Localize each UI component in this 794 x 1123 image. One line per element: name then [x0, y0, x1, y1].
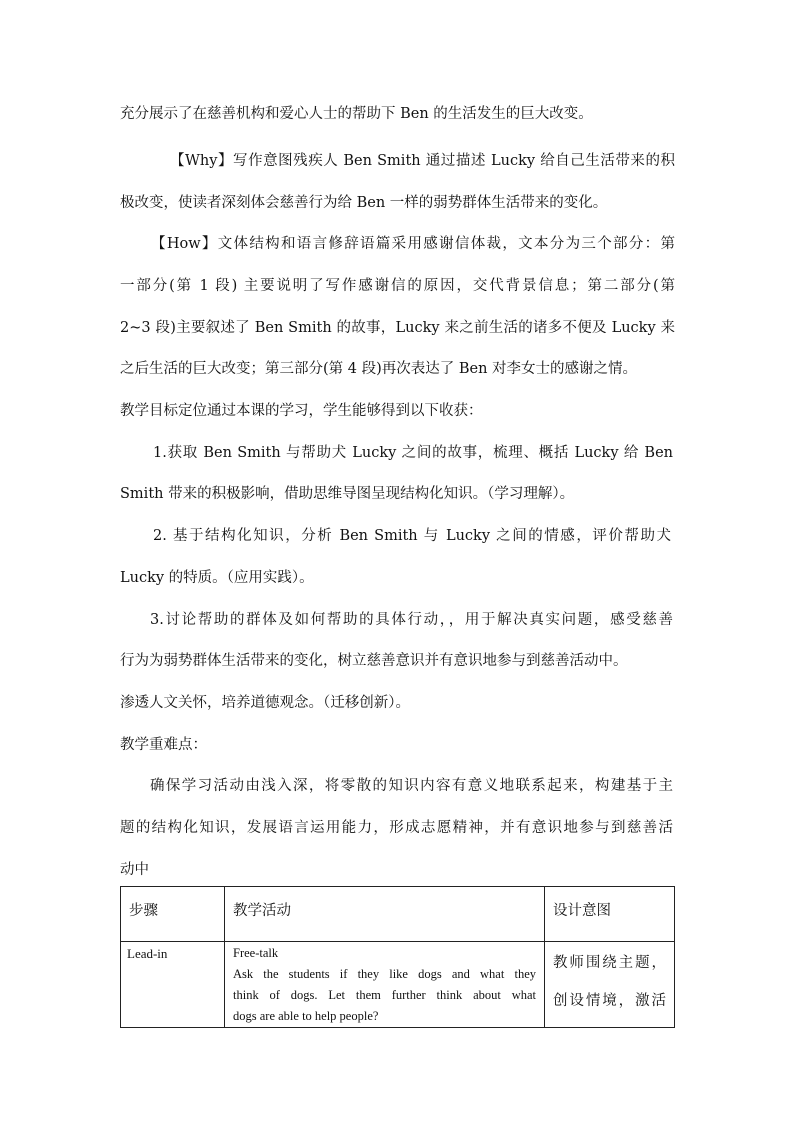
table-header-row [121, 887, 675, 942]
paragraph-line: 3.讨论帮助的群体及如何帮助的具体行动，，用于解决真实问题，感受慈善 [150, 612, 673, 628]
activity-cell [225, 942, 545, 1028]
column-header-step: 步骤 [121, 887, 225, 942]
intent-cell [545, 942, 675, 1028]
paragraph-line: 行为为弱势群体生活带来的变化，树立慈善意识并有意识地参与到慈善活动中。 [120, 653, 628, 669]
paragraph-line: 动中 [120, 862, 149, 878]
paragraph-line: 【How】文体结构和语言修辞语篇采用感谢信体裁，文本分为三个部分：第 [151, 236, 675, 252]
table-row [121, 942, 675, 1028]
paragraph-line: 充分展示了在慈善机构和爱心人士的帮助下 Ben 的生活发生的巨大改变。 [120, 106, 593, 122]
section-heading: 教学重难点： [120, 737, 207, 753]
paragraph-line: 2. 基于结构化知识，分析 Ben Smith 与 Lucky 之间的情感，评价帮助犬 [153, 528, 671, 544]
column-header-activity: 教学活动 [225, 887, 545, 942]
paragraph-line: 确保学习活动由浅入深，将零散的知识内容有意义地联系起来，构建基于主 [150, 778, 673, 794]
intent-line: 创设情境，激活 [553, 993, 666, 1009]
column-header-intent: 设计意图 [545, 887, 675, 942]
activity-line: dogs are able to help people? [233, 1009, 379, 1023]
section-heading: 教学目标定位通过本课的学习，学生能够得到以下收获： [120, 403, 483, 419]
paragraph-line: 一部分(第 1 段) 主要说明了写作感谢信的原因，交代背景信息；第二部分(第 [120, 278, 675, 294]
paragraph-line: 极改变，使读者深刻体会慈善行为给 Ben 一样的弱势群体生活带来的变化。 [120, 195, 608, 211]
paragraph-line: Smith 带来的积极影响，借助思维导图呈现结构化知识。（学习理解）。 [120, 486, 575, 502]
paragraph-line: Lucky 的特质。（应用实践）。 [120, 570, 314, 586]
activity-line: think of dogs. Let them further think about what [233, 988, 536, 1002]
paragraph-line: 【Why】写作意图残疾人 Ben Smith 通过描述 Lucky 给自己生活带来的积 [170, 153, 675, 169]
intent-line: 教师围绕主题， [553, 955, 666, 971]
paragraph-line: 之后生活的巨大改变；第三部分(第 4 段)再次表达了 Ben 对李女士的感谢之情。 [120, 361, 638, 377]
paragraph-line: 题的结构化知识，发展语言运用能力，形成志愿精神，并有意识地参与到慈善活 [120, 820, 673, 836]
activity-line: Ask the students if they like dogs and what they [233, 967, 536, 981]
paragraph-line: 2~3 段)主要叙述了 Ben Smith 的故事，Lucky 来之前生活的诸多不便及 Lucky 来 [120, 320, 675, 336]
paragraph-line: 1.获取 Ben Smith 与帮助犬 Lucky 之间的故事，梳理、概括 Lucky 给 Ben [153, 445, 673, 461]
activity-line: Free-talk [233, 946, 279, 960]
paragraph-line: 渗透人文关怀，培养道德观念。（迁移创新）。 [120, 695, 410, 711]
lesson-plan-table [120, 886, 675, 1028]
step-cell: Lead-in [121, 942, 225, 1028]
